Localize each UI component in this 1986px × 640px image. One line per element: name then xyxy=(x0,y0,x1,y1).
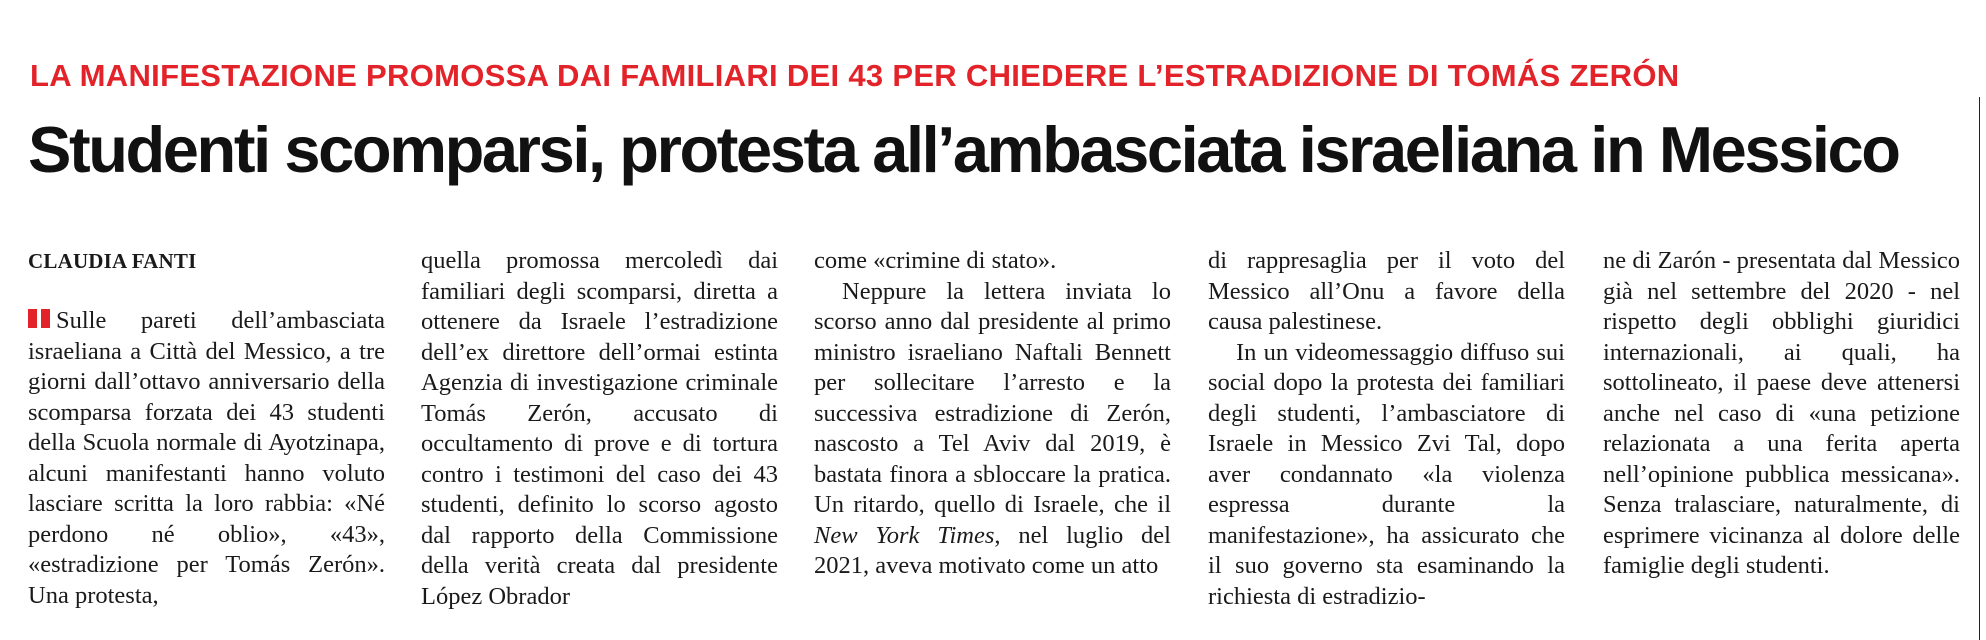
column-4-paragraph-1: di rappresaglia per il voto del Messico all’Onu a favore della causa palestinese. xyxy=(1208,247,1565,335)
article-body xyxy=(28,246,1968,626)
column-divider-rule xyxy=(1979,97,1980,640)
paragraph-marker-icon xyxy=(28,309,50,328)
column-3-text-a: Neppure la lettera inviata lo scorso anno dal presidente al primo ministro israeliano Naftali Bennett per sollecitare l’arresto e la successiva estradizione di Zerón, nascosto a Tel Aviv dal 2019, è bastata finora a sbloccare la pratica. Un ritardo, quello di Israele, che il xyxy=(814,277,1171,518)
column-3-text-b: , nel luglio del 2021, aveva motivato come un atto xyxy=(814,521,1171,579)
column-3-paragraph-1: come «crimine di stato». xyxy=(814,247,1057,274)
column-5-paragraph: ne di Zarón - presentata dal Messico già nel settembre del 2020 - nel rispetto degli obblighi giuridici internazionali, ai quali, ha sottolineato, il paese deve attenersi anche nel caso di «una petizione relazionata a una ferita aperta nell’opinione pubblica messicana». Senza tralasciare, naturalmente, di esprimere vicinanza al dolore delle famiglie degli studenti. xyxy=(1603,247,1960,579)
column-2 xyxy=(421,246,778,612)
column-2-paragraph: quella promossa mercoledì dai familiari degli scomparsi, diretta a ottenere da Israele l’estradizione dell’ex direttore dell’ormai estinta Agenzia di investigazione criminale Tomás Zerón, accusato di occultamento di prove e di tortura contro i testimoni del caso dei 43 studenti, definito lo scorso agosto dal rapporto della Commissione della verità creata dal presidente López Obrador xyxy=(421,247,778,610)
column-3 xyxy=(814,246,1171,582)
newspaper-name: New York Times xyxy=(814,521,995,549)
headline: Studenti scomparsi, protesta all’ambasciata israeliana in Messico xyxy=(28,113,1899,186)
column-1-paragraph: Sulle pareti dell’ambasciata israeliana a Città del Messico, a tre giorni dall’ottavo anniversario della scomparsa forzata dei 43 studenti della Scuola normale di Ayotzinapa, alcuni manifestanti hanno voluto lasciare scritta la loro rabbia: «Né perdono né oblio», «43», «estradizione per Tomás Zerón». Una protesta, xyxy=(28,307,385,609)
column-3-paragraph-2 xyxy=(814,277,1171,582)
column-5 xyxy=(1603,246,1960,582)
column-4 xyxy=(1208,246,1565,612)
byline: CLAUDIA FANTI xyxy=(28,249,197,273)
column-1 xyxy=(28,246,385,611)
column-4-paragraph-2: In un videomessaggio diffuso sui social dopo la protesta dei familiari degli studenti, l’ambasciatore di Israele in Messico Zvi Tal, dopo aver condannato «la violenza espressa durante la manifestazione», ha assicurato che il suo governo sta esaminando la richiesta di estradizio- xyxy=(1208,338,1565,610)
kicker: LA MANIFESTAZIONE PROMOSSA DAI FAMILIARI DEI 43 PER CHIEDERE L’ESTRADIZIONE DI TOMÁS ZERÓN xyxy=(30,58,1680,93)
